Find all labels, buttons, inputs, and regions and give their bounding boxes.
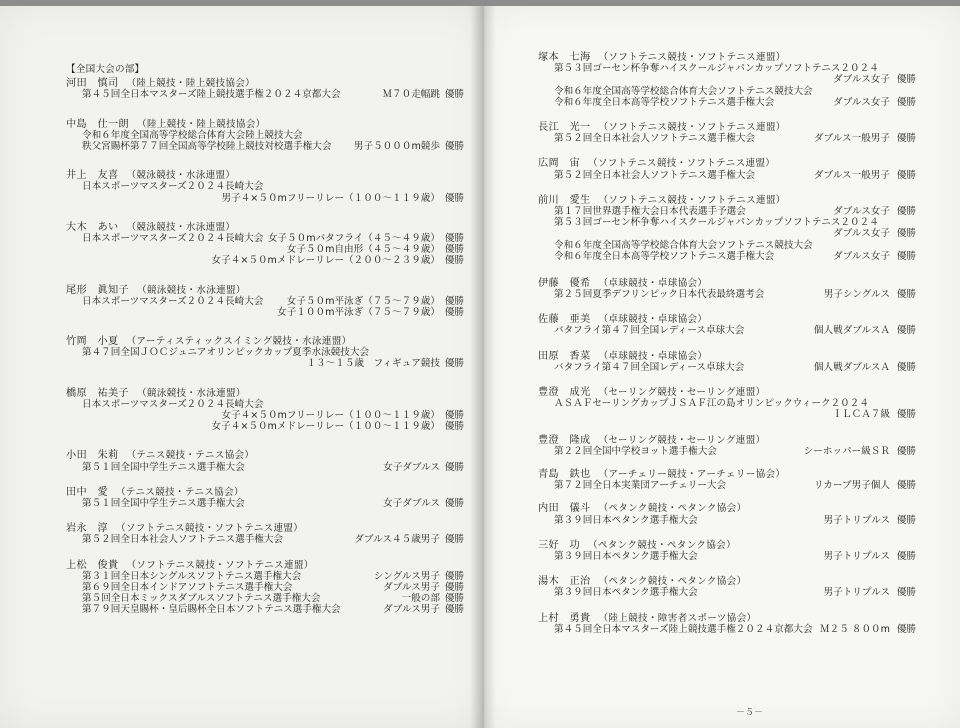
event-name: 日本スポーツマスターズ２０２４長崎大会 [82,232,264,244]
athlete-name: 上松 俊貴 [66,559,119,571]
event-category: 女子５０m自由形（４５～４９歳） [286,244,440,256]
result-text: 優勝 [444,89,464,101]
event-category: 男子シングルス [823,289,890,301]
athlete-affiliation: （ペタンク競技・ペタンク協会） [598,503,747,515]
award-entry [66,523,474,545]
result-line [538,325,954,336]
athlete-line [538,122,954,133]
athlete-name: 豊澄 成光 [538,387,591,399]
result-line [66,307,474,318]
athlete-affiliation: （競泳競技・水泳連盟） [126,221,236,233]
result-text: 優勝 [444,593,464,605]
athlete-name: 佐藤 亜美 [538,314,591,326]
award-entry [538,314,954,336]
event-category: 男子５０００m競歩 [353,140,440,152]
result-text: 優勝 [896,250,916,262]
result-text: 優勝 [896,205,916,217]
left-entry-list [66,78,474,615]
result-line [538,398,954,409]
athlete-affiliation: （卓球競技・卓球協会） [598,314,708,326]
event-name: 第７２回全日本実業団アーチェリー大会 [554,480,727,492]
event-category: ダブルス女子 [833,250,890,262]
athlete-line [538,158,954,169]
result-line [538,86,954,97]
athlete-name: 井上 友喜 [66,170,119,182]
result-text: 優勝 [896,133,916,145]
award-entry [538,387,954,421]
athlete-name: 上村 勇貴 [538,612,591,624]
result-text: 優勝 [444,534,464,546]
event-name: 秩父宮賜杯第７７回全国高等学校陸上競技対校選手権大会 [82,140,332,152]
athlete-affiliation: （アーチェリー競技・アーチェリー協会） [598,469,786,481]
athlete-affiliation: （ペタンク競技・ペタンク協会） [598,576,747,588]
event-name: 第５３回ゴーセン杯争奪ハイスクールジャパンカップソフトテニス２０２４ [554,217,879,229]
athlete-affiliation: （競泳競技・水泳連盟） [136,284,246,296]
event-category: リカーブ男子個人 [813,480,890,492]
result-line [538,289,954,300]
event-category: ダブルス女子 [833,205,890,217]
book-gutter [470,6,496,728]
athlete-line [66,170,474,181]
result-text: 優勝 [896,289,916,301]
athlete-affiliation: （ソフトテニス競技・ソフトテニス連盟） [126,559,314,571]
result-line [66,89,474,100]
result-text: 優勝 [444,421,464,433]
result-line [66,244,474,255]
athlete-line [66,285,474,296]
result-line [66,130,474,141]
result-line [66,582,474,593]
athlete-name: 大木 あい [66,221,119,233]
event-name: ＡＳＡＦセーリングカップＪＳＡＦ江の島オリンピックウィーク２０２４ [554,398,869,410]
event-name: 第２２回全国中学校ヨット選手権大会 [554,445,717,457]
award-entry [66,560,474,616]
result-line [66,604,474,615]
result-line [538,624,954,635]
athlete-affiliation: （陸上競技・陸上競技協会） [126,78,256,90]
athlete-affiliation: （セーリング競技・セーリング連盟） [598,387,766,399]
result-line [538,446,954,457]
athlete-line [538,52,954,63]
athlete-line [66,336,474,347]
event-name: 令和６年度全国高等学校総合体育大会陸上競技大会 [82,129,303,141]
athlete-name: 内田 儀斗 [538,503,591,515]
result-line [538,409,954,420]
result-line [538,228,954,239]
athlete-line [538,351,954,362]
result-line [538,515,954,526]
result-text: 優勝 [896,514,916,526]
award-entry [538,52,954,108]
result-line [538,170,954,181]
award-entry [66,388,474,433]
athlete-affiliation: （卓球競技・卓球協会） [598,277,708,289]
athlete-line [538,469,954,480]
athlete-name: 伊藤 優希 [538,277,591,289]
event-name: 第２５回夏季デフリンピック日本代表最終選考会 [554,289,765,301]
event-category: 女子５０mバタフライ（４５～４９歳） [267,232,440,244]
event-name: 第３１回全日本シングルスソフトテニス選手権大会 [82,570,302,582]
event-category: 女子ダブルス [383,498,440,510]
athlete-name: 橋原 祐美子 [66,387,129,399]
athlete-line [66,222,474,233]
event-name: 第１７回世界選手権大会日本代表選手予選会 [554,205,746,217]
athlete-line [66,560,474,571]
athlete-name: 三好 功 [538,539,580,551]
event-category: シーホッパー級ＳＲ [803,445,890,457]
award-entry [538,503,954,525]
athlete-name: 河田 慎司 [66,78,119,90]
award-entry [66,450,474,472]
athlete-line [66,487,474,498]
award-entry [538,122,954,144]
result-line [538,551,954,562]
result-line [66,498,474,509]
athlete-affiliation: （ソフトテニス競技・ソフトテニス連盟） [598,121,786,133]
result-line [66,296,474,307]
result-line [66,534,474,545]
event-category: ダブルス一般男子 [813,133,890,145]
event-category: ダブルス女子 [833,228,890,240]
athlete-name: 広岡 宙 [538,158,580,170]
athlete-line [538,540,954,551]
result-text: 優勝 [444,140,464,152]
result-line [66,410,474,421]
result-line [538,217,954,228]
event-category: シングルス男子 [373,570,440,582]
result-line [538,587,954,598]
athlete-name: 豊澄 隆成 [538,434,591,446]
athlete-line [538,278,954,289]
award-entry [538,469,954,491]
event-category: ダブルス４５歳男子 [354,534,440,546]
athlete-affiliation: （陸上競技・障害者スポーツ協会） [598,612,757,624]
result-line [66,358,474,369]
athlete-affiliation: （ソフトテニス競技・ソフトテニス連盟） [587,158,776,170]
event-category: ダブルス女子 [833,74,890,86]
event-name: 令和６年度全国高等学校総合体育大会ソフトテニス競技大会 [554,239,813,251]
award-entry [66,222,474,267]
award-entry [66,78,474,100]
athlete-affiliation: （卓球競技・卓球協会） [598,350,708,362]
athlete-line [538,314,954,325]
event-name: 令和６年度全国高等学校総合体育大会ソフトテニス競技大会 [554,85,813,97]
result-text: 優勝 [896,169,916,181]
athlete-affiliation: （競泳競技・水泳連盟） [136,387,246,399]
event-name: 第４５回全日本マスターズ陸上競技選手権２０２４京都大会 [82,89,341,101]
award-entry [538,435,954,457]
athlete-line [538,503,954,514]
athlete-line [538,576,954,587]
athlete-name: 青島 鉄也 [538,469,591,481]
athlete-affiliation: （アーティスティックスイミング競技・水泳連盟） [126,336,352,348]
award-entry [538,540,954,562]
event-name: 令和６年度全日本高等学校ソフトテニス選手権大会 [554,96,775,108]
result-text: 優勝 [896,96,916,108]
event-name: 第５２回全日本社会人ソフトテニス選手権大会 [554,169,756,181]
result-text: 優勝 [896,480,916,492]
event-category: 女子４×５０mメドレーリレー（１００～１１９歳） [211,421,440,433]
athlete-name: 中島 仕一朗 [66,118,129,130]
athlete-line [538,613,954,624]
result-text: 優勝 [444,295,464,307]
award-entry [66,487,474,509]
result-line [66,255,474,266]
result-line [66,462,474,473]
athlete-name: 田原 香菜 [538,350,591,362]
result-line [66,571,474,582]
event-category: ダブルス男子 [383,604,440,616]
section-title: 【全国大会の部】 [66,64,145,75]
event-name: 第３９回日本ペタンク選手権大会 [554,514,698,526]
athlete-affiliation: （セーリング競技・セーリング連盟） [598,434,766,446]
result-line [66,141,474,152]
result-line [538,97,954,108]
result-line [538,63,954,74]
athlete-line [538,435,954,446]
result-text: 優勝 [444,358,464,370]
event-name: バタフライ第４７回全国レディース卓球大会 [554,361,745,373]
athlete-line [538,195,954,206]
event-category: 個人戦ダブルスＡ [813,361,890,373]
event-category: １３～１５歳 フィギュア競技 [306,358,440,370]
athlete-affiliation: （ソフトテニス競技・ソフトテニス連盟） [115,523,304,535]
athlete-affiliation: （テニス競技・テニス協会） [126,450,255,462]
result-line [66,181,474,192]
left-page [0,6,482,728]
event-category: 女子ダブルス [383,461,440,473]
athlete-name: 岩永 淳 [66,523,108,535]
result-text: 優勝 [896,587,916,599]
athlete-name: 小田 朱莉 [66,450,119,462]
athlete-line [66,388,474,399]
event-name: 日本スポーツマスターズ２０２４長崎大会 [82,295,264,307]
award-entry [538,576,954,598]
athlete-name: 田中 愛 [66,486,108,498]
athlete-name: 尾形 眞知子 [66,284,129,296]
event-category: 女子５０m平泳ぎ（７５～７９歳） [286,295,440,307]
award-entry [538,351,954,373]
athlete-affiliation: （陸上競技・陸上競技協会） [136,118,266,130]
athlete-name: 竹岡 小夏 [66,336,119,348]
athlete-affiliation: （ソフトテニス競技・ソフトテニス連盟） [598,194,786,206]
athlete-affiliation: （ソフトテニス競技・ソフトテニス連盟） [598,52,786,63]
athlete-name: 塚本 七海 [538,52,591,63]
event-name: 日本スポーツマスターズ２０２４長崎大会 [82,398,264,410]
left-column [66,6,474,616]
event-category: 男子トリプルス [823,551,890,562]
award-entry [538,613,954,635]
athlete-name: 長江 光一 [538,121,591,133]
result-line [538,240,954,251]
result-text: 優勝 [896,228,916,240]
event-category: Ｍ７０走幅跳 [382,89,440,101]
result-text: 優勝 [444,582,464,593]
result-text: 優勝 [444,232,464,244]
event-name: 第４７回全国ＪＯＣジュニアオリンピックカップ夏季水泳競技大会 [82,347,370,359]
athlete-affiliation: （テニス競技・テニス協会） [115,486,244,498]
athlete-line [66,119,474,130]
result-text: 優勝 [896,445,916,457]
athlete-line [66,523,474,534]
result-text: 優勝 [444,461,464,473]
event-name: 第５１回全国中学生テニス選手権大会 [82,498,245,510]
right-entry-list [538,52,954,635]
award-entry [538,278,954,300]
event-name: 第５３回ゴーセン杯争奪ハイスクールジャパンカップソフトテニス２０２４ [554,63,879,75]
result-text: 優勝 [444,192,464,204]
result-text: 優勝 [444,244,464,256]
athlete-line [538,387,954,398]
result-line [66,193,474,204]
event-category: ダブルス一般男子 [813,169,890,181]
event-category: 女子４×５０mメドレーリレー（２００～２３９歳） [211,255,440,267]
event-name: 令和６年度全日本高等学校ソフトテニス選手権大会 [554,250,775,262]
page-number: －５－ [736,708,764,718]
event-category: ダブルス男子 [383,582,440,593]
event-name: 第３９回日本ペタンク選手権大会 [554,587,698,599]
result-text: 優勝 [896,623,916,635]
event-name: 第５２回全日本社会人ソフトテニス選手権大会 [82,534,284,546]
event-category: 男子トリプルス [823,587,890,599]
result-text: 優勝 [444,306,464,318]
event-category: 女子１００m平泳ぎ（７５～７９歳） [277,306,440,318]
result-text: 優勝 [896,74,916,86]
result-text: 優勝 [444,255,464,267]
result-text: 優勝 [444,604,464,616]
result-text: 優勝 [896,325,916,337]
award-entry [66,170,474,204]
result-line [66,233,474,244]
result-text: 優勝 [444,570,464,582]
result-text: 優勝 [896,361,916,373]
result-line [538,133,954,144]
result-text: 優勝 [896,551,916,562]
event-name: 第６９回全日本インドアソフトテニス選手権大会 [82,582,293,593]
event-category: 個人戦ダブルスＡ [813,325,890,337]
result-line [538,362,954,373]
result-line [538,206,954,217]
award-entry [66,285,474,319]
result-text: 優勝 [896,409,916,421]
result-line [538,74,954,85]
athlete-affiliation: （ペタンク競技・ペタンク協会） [587,539,736,551]
athlete-line [66,450,474,461]
award-entry [538,158,954,180]
event-category: ダブルス女子 [833,96,890,108]
result-text: 優勝 [444,498,464,510]
event-category: 男子トリプルス [823,514,890,526]
athlete-name: 前川 愛生 [538,194,591,206]
event-category: Ｍ２５ ８００m [820,623,890,635]
event-category: 女子４×５０mフリーリレー（１００～１１９歳） [221,410,440,422]
event-name: 第４５回全日本マスターズ陸上競技選手権２０２４京都大会 [554,623,813,635]
event-name: 第５回全日本ミックスダブルスソフトテニス選手権大会 [82,593,321,605]
result-text: 優勝 [444,410,464,422]
event-name: 第７９回天皇賜杯・皇后賜杯全日本ソフトテニス選手権大会 [82,604,341,616]
event-name: バタフライ第４７回全国レディース卓球大会 [554,325,745,337]
award-entry [66,336,474,370]
result-line [66,421,474,432]
event-category: 男子４×５０mフリーリレー（１００～１１９歳） [221,192,440,204]
event-name: 第５２回全日本社会人ソフトテニス選手権大会 [554,133,756,145]
result-line [66,399,474,410]
right-page [482,6,960,728]
event-name: 第３９回日本ペタンク選手権大会 [554,551,698,562]
result-line [66,347,474,358]
athlete-name: 湯木 正治 [538,576,591,588]
event-name: 第５１回全国中学生テニス選手権大会 [82,461,245,473]
athlete-affiliation: （競泳競技・水泳連盟） [126,170,236,182]
result-line [538,480,954,491]
event-name: 日本スポーツマスターズ２０２４長崎大会 [82,181,264,193]
result-line [66,593,474,604]
right-column [538,6,954,635]
award-entry [538,195,954,262]
event-category: 一般の部 [401,593,440,605]
award-entry [66,119,474,153]
athlete-line [66,78,474,89]
result-line [538,251,954,262]
event-category: ＩＬＣＡ７級 [832,409,890,421]
